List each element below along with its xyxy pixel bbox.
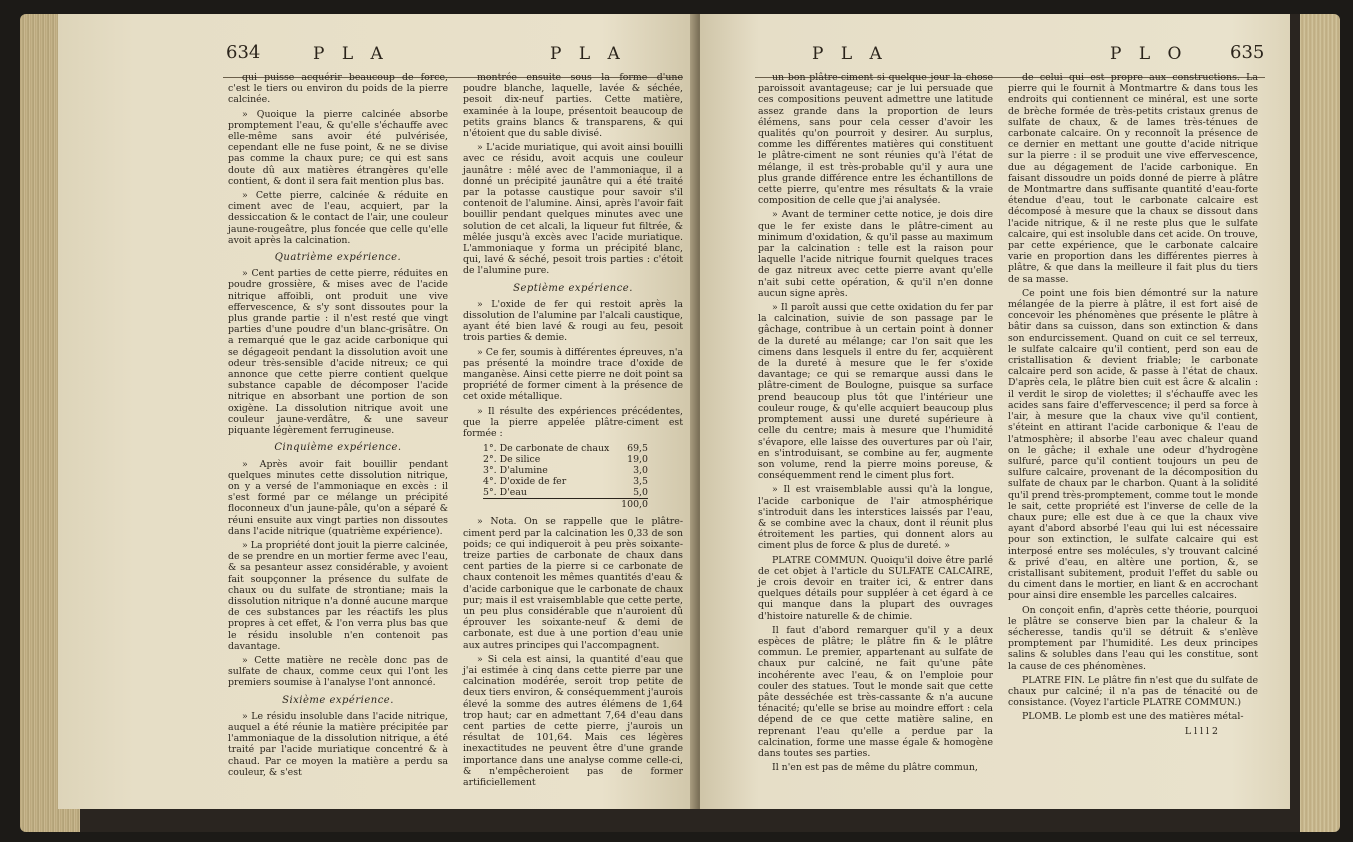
composition-value: 3,0 bbox=[633, 465, 648, 477]
composition-label: 3°. D'alumine bbox=[483, 465, 548, 477]
paragraph: » Quoique la pierre calcinée absorbe promptement l'eau, & qu'elle s'échauffe avec elle-même sans avoir été pulvérisée, cependant elle ne fuse point, & ne se divise pas comme la chaux pure; ce qui est sans doute dû aux matières étrangères qu'elle contient, & dont il sera fait mention plus bas. bbox=[228, 108, 448, 187]
running-head: P L A bbox=[550, 44, 626, 64]
section-heading: Septième expérience. bbox=[513, 282, 633, 294]
page-number: 635 bbox=[1230, 42, 1265, 63]
paragraph: qui puisse acquérir beaucoup de force, c'est le tiers ou environ du poids de la pierre calcinée. bbox=[228, 72, 448, 106]
paragraph: » Cette pierre, calcinée & réduite en ciment avec de l'eau, acquiert, par la dessiccation & le contact de l'air, une couleur jaune-rougeâtre, plus foncée que celle qu'elle avoit après la calcination. bbox=[228, 190, 448, 246]
paragraph: » Il paroît aussi que cette oxidation du fer par la calcination, suivie de son passage par le gâchage, contribue à un certain point à donner de la dureté au mélange; car l'on sait que les cimens dans lesquels il entre du fer, acquièrent de la dureté à mesure que le fer s'oxide davantage; ce qui se remarque aussi dans le plâtre-ciment de Boulogne, puisque sa surface prend beaucoup plus tôt que l'intérieur une couleur rouge, & qu'elle acquiert beaucoup plus promptement aussi une dureté supérieure à celle du centre; mais à mesure que l'humidité s'évapore, elle laisse des ouvertures par où l'air, en s'introduisant, se combine au fer, augmente son volume, rend la pierre moins poreuse, & conséquemment rend le ciment plus fort. bbox=[758, 302, 993, 482]
composition-row bbox=[483, 443, 648, 454]
paragraph: » Il est vraisemblable aussi qu'à la longue, l'acide carbonique de l'air atmosphérique s'introduit dans les interstices laissés par l'eau, & se combine avec la chaux, dont il réunit plus étroitement les parties, qui donnent alors au ciment plus de force & plus de dureté. » bbox=[758, 484, 993, 552]
paragraph: de celui qui est propre aux constructions. La pierre qui le fournit à Montmartre & dans tous les endroits qui contiennent ce minéral, est une sorte de brèche formée de très-petits cristaux grenus de sulfate de chaux, & de lames très-ténues de carbonate calcaire. On y reconnoît la présence de ce dernier en mettant une goutte d'acide nitrique sur la pierre : il se produit une vive effervescence, due au dégagement de l'acide carbonique. En faisant dissoudre un poids donné de pierre à plâtre de Montmartre dans suffisante quantité d'eau-forte étendue d'eau, tout le carbonate calcaire est décomposé à mesure que la chaux se dissout dans l'acide nitrique, & il ne reste plus que le sulfate calcaire, qui est insoluble dans cet acide. On trouve, par cette expérience, que le carbonate calcaire varie en proportion dans les différentes pierres à plâtre, & que dans la meilleure il fait plus du tiers de sa masse. bbox=[1008, 72, 1258, 285]
right-column-2 bbox=[1008, 72, 1258, 737]
paragraph: » Nota. On se rappelle que le plâtre-ciment perd par la calcination les 0,33 de son poids; ce qui indiqueroit à peu près soixante-treize parties de carbonate de chaux dans cent parties de la pierre si ce carbonate de chaux contenoit les mêmes quantités d'eau & d'acide carbonique que le carbonate de chaux pur; mais il est vraisemblable que cette perte, un peu plus considérable que n'auroient dû éprouver les soixante-neuf & demi de carbonate, est due à une portion d'eau unie aux autres principes qui l'accompagnent. bbox=[463, 516, 683, 651]
paragraph: On conçoit enfin, d'après cette théorie, pourquoi le plâtre se conserve bien par la chaleur & la sécheresse, tandis qu'il se détruit & s'enlève promptement par l'humidité. Les deux principes salins & solubles dans l'eau qui les constitue, sont la cause de ces phénomènes. bbox=[1008, 604, 1258, 672]
right-page bbox=[700, 14, 1290, 809]
section-heading: Cinquième expérience. bbox=[274, 442, 402, 454]
paragraph: » Cette matière ne recèle donc pas de sulfate de chaux, comme ceux qui l'ont les premiers soumise à l'analyse l'ont annoncé. bbox=[228, 654, 448, 689]
running-head: P L A bbox=[313, 44, 389, 64]
composition-value: 5,0 bbox=[633, 487, 648, 499]
paragraph: Ce point une fois bien démontré sur la nature mélangée de la pierre à plâtre, il est fort aisé de concevoir les phénomènes que présente le plâtre à bâtir dans sa cuisson, dans son extinction & dans son endurcissement. Quand on cuit ce sel terreux, le sulfate calcaire qu'il contient, perd son eau de cristallisation & devient friable; le carbonate calcaire perd son acide, & passe à l'état de chaux. D'après cela, le plâtre bien cuit est âcre & alcalin : il verdit le sirop de violettes; il s'échauffe avec les acides sans faire d'effervescence; il perd sa force à l'air, à mesure que la chaux vive qu'il contient, s'éteint en attirant l'acide carbonique & l'eau de l'atmosphère; il absorbe l'eau avec chaleur quand on le gâche; il exhale une odeur d'hydrogène sulfuré, parce qu'il contient toujours un peu de sulfure calcaire, provenant de la décomposition du sulfate de chaux par le charbon. Quant à la solidité qu'il prend très-promptement, comme tout le monde le sait, cette propriété est l'inverse de celle de la chaux pure; elle est due à ce que la chaux vive ayant d'abord absorbé l'eau qui lui est nécessaire pour son extinction, le sulfate calcaire qui est interposé entre ses molécules, s'y trouvant calciné & privé d'eau, en altère une portion, &, se cristallisant subitement, produit l'effet du sable ou du ciment dans le mortier, en liant & en accrochant pour ainsi dire ensemble les parcelles calcaires. bbox=[1008, 287, 1259, 602]
composition-value: 69,5 bbox=[627, 443, 648, 455]
section-heading: Sixième expérience. bbox=[282, 694, 394, 706]
composition-total: 100,0 bbox=[619, 499, 648, 511]
composition-label: 2°. De silice bbox=[483, 454, 541, 466]
paragraph: » Avant de terminer cette notice, je dois dire que le fer existe dans le plâtre-ciment au minimum d'oxidation, & qu'il passe au maximum par la calcination : telle est la raison pour laquelle l'acide nitrique fournit quelques traces de gaz nitreux avec cette pierre avant qu'elle n'ait subi cette opération, & qu'il n'en donne aucun signe après. bbox=[758, 209, 993, 299]
left-column-1 bbox=[228, 72, 448, 781]
paragraph: » Si cela est ainsi, la quantité d'eau que j'ai estimée à cinq dans cette pierre par une calcination modérée, seroit trop petite de deux tiers environ, & conséquemment j'aurois élevé la somme des autres élémens de 1,64 trop haut; car en admettant 7,64 d'eau dans cent parties de cette pierre, j'aurois un résultat de 101,64. Mais ces légères inexactitudes ne peuvent être d'une grande importance dans une analyse comme celle-ci, & n'empêcheroient pas de former artificiellement bbox=[463, 653, 683, 788]
composition-value: 3,5 bbox=[633, 476, 648, 488]
paragraph: » Ce fer, soumis à différentes épreuves, n'a pas présenté la moindre trace d'oxide de manganèse. Ainsi cette pierre ne doit point sa propriété de former ciment à la présence de cet oxide métallique. bbox=[463, 346, 683, 403]
composition-value: 19,0 bbox=[627, 454, 648, 466]
composition-row bbox=[483, 487, 648, 499]
composition-table bbox=[483, 443, 648, 510]
signature-mark: L l l l 2 bbox=[1184, 725, 1218, 737]
paragraph: Il n'en est pas de même du plâtre commun, bbox=[772, 762, 978, 774]
left-page bbox=[58, 14, 698, 809]
paragraph: PLATRE FIN. Le plâtre fin n'est que du sulfate de chaux pur calciné; il n'a pas de ténacité ou de consistance. (Voyez l'article PLATRE COMMUN.) bbox=[1008, 674, 1258, 709]
paragraph: » Cent parties de cette pierre, réduites en poudre grossière, & mises avec de l'acide nitrique affoibli, ont produit une vive effervescence, & s'y sont dissoutes pour la plus grande partie : il n'est resté que vingt parties d'une poudre d'un blanc-grisâtre. On a remarqué que le gaz acide carbonique qui se dégageoit pendant la dissolution avoit une odeur très-sensible d'acide nitreux; ce qui annonce que cette pierre contient quelque substance capable de décomposer l'acide nitrique en absorbant une portion de son oxigène. La dissolution nitrique avoit une couleur jaune-verdâtre, & une saveur piquante légèrement ferrugineuse. bbox=[228, 268, 448, 437]
composition-row bbox=[483, 476, 648, 487]
composition-label: 1°. De carbonate de chaux bbox=[483, 443, 610, 455]
paragraph: » Le résidu insoluble dans l'acide nitrique, auquel a été réunie la matière précipitée par l'ammoniaque de la dissolution nitrique, a été traité par l'acide muriatique concentré & à chaud. Par ce moyen la matière a perdu sa couleur, & s'est bbox=[228, 710, 448, 778]
paragraph: » L'acide muriatique, qui avoit ainsi bouilli avec ce résidu, avoit acquis une couleur jaunâtre : mêlé avec de l'ammoniaque, il a donné un précipité jaunâtre qui a été traité par la potasse caustique pour savoir s'il contenoit de l'alumine. Ainsi, après l'avoir fait bouillir pendant quelques minutes avec une solution de cet alcali, la liqueur fut filtrée, & mêlée jusqu'à excès avec l'acide muriatique. L'ammoniaque y forma un précipité blanc, qui, lavé & séché, pesoit trois parties : c'étoit de l'alumine pure. bbox=[463, 142, 683, 277]
paragraph: » L'oxide de fer qui restoit après la dissolution de l'alumine par l'alcali caustique, ayant été bien lavé & rougi au feu, pesoit trois parties & demie. bbox=[463, 298, 683, 344]
paragraph: montrée ensuite sous la forme d'une poudre blanche, laquelle, lavée & séchée, pesoit dix-neuf parties. Cette matière, examinée à la loupe, présentoit beaucoup de petits grains blancs & transparens, & qui n'étoient que du sable divisé. bbox=[463, 72, 683, 140]
composition-total-row bbox=[483, 499, 648, 511]
section-heading: Quatrième expérience. bbox=[274, 252, 402, 264]
right-column-1 bbox=[758, 72, 993, 776]
paragraph: » Après avoir fait bouillir pendant quelques minutes cette dissolution nitrique, on y a versé de l'ammoniaque en excès : il s'est formé par ce mélange un précipité floconneux d'un jaune-pâle, qu'on a séparé & réuni ensuite aux vingt parties non dissoutes dans l'acide nitrique (quatrième expérience). bbox=[228, 458, 448, 537]
running-head: P L O bbox=[1110, 44, 1188, 64]
right-page-edges bbox=[1300, 14, 1340, 832]
composition-label: 5°. D'eau bbox=[483, 487, 527, 499]
composition-row bbox=[483, 465, 648, 476]
paragraph: un bon plâtre-ciment si quelque jour la chose paroissoit avantageuse; car je lui persuade que ces compositions peuvent admettre une latitude assez grande dans la proportion de leurs élémens, sans pour cela cesser d'avoir les qualités qu'on pourroit y desirer. Au surplus, comme les différentes matières qui constituent le plâtre-ciment ne sont réunies qu'à l'état de mélange, il est très-probable qu'il y aura une plus grande différence entre les échantillons de cette pierre, qu'entre mes résultats & la vraie composition de celle que j'ai analysée. bbox=[758, 72, 993, 207]
paragraph: PLOMB. Le plomb est une des matières métal- bbox=[1022, 711, 1244, 723]
composition-row bbox=[483, 454, 648, 465]
composition-label: 4°. D'oxide de fer bbox=[483, 476, 567, 488]
page-number: 634 bbox=[226, 42, 261, 63]
running-head: P L A bbox=[812, 44, 888, 64]
left-column-2 bbox=[463, 72, 683, 791]
paragraph: PLATRE COMMUN. Quoiqu'il doive être parlé de cet objet à l'article du SULFATE CALCAIRE, je crois devoir en traiter ici, & entrer dans quelques détails pour suppléer à cet égard à ce qui manque dans la plupart des ouvrages d'histoire naturelle & de chimie. bbox=[758, 554, 993, 622]
paragraph: Il faut d'abord remarquer qu'il y a deux espèces de plâtre; le plâtre fin & le plâtre commun. Le premier, appartenant au sulfate de chaux pur calciné, ne fait qu'une pâte incohérente avec l'eau, & on l'emploie pour couler des statues. Tout le monde sait que cette pâte desséchée est très-cassante & n'a aucune ténacité; qu'elle se brise au moindre effort : cela dépend de ce que cette matière saline, en reprenant l'eau qu'elle a perdue par la calcination, forme une masse égale & homogène dans toutes ses parties. bbox=[758, 624, 993, 759]
paragraph: » La propriété dont jouit la pierre calcinée, de se prendre en un mortier ferme avec l'eau, & sa pesanteur assez considérable, y avoient fait soupçonner la présence du sulfate de chaux ou du sulfate de strontiane; mais la dissolution nitrique n'a donné aucune marque de ces substances par les réactifs les plus propres à cet effet, & l'on verra plus bas que le résidu insoluble n'en contenoit pas davantage. bbox=[228, 539, 448, 652]
paragraph: » Il résulte des expériences précédentes, que la pierre appelée plâtre-ciment est formée : bbox=[463, 405, 683, 440]
